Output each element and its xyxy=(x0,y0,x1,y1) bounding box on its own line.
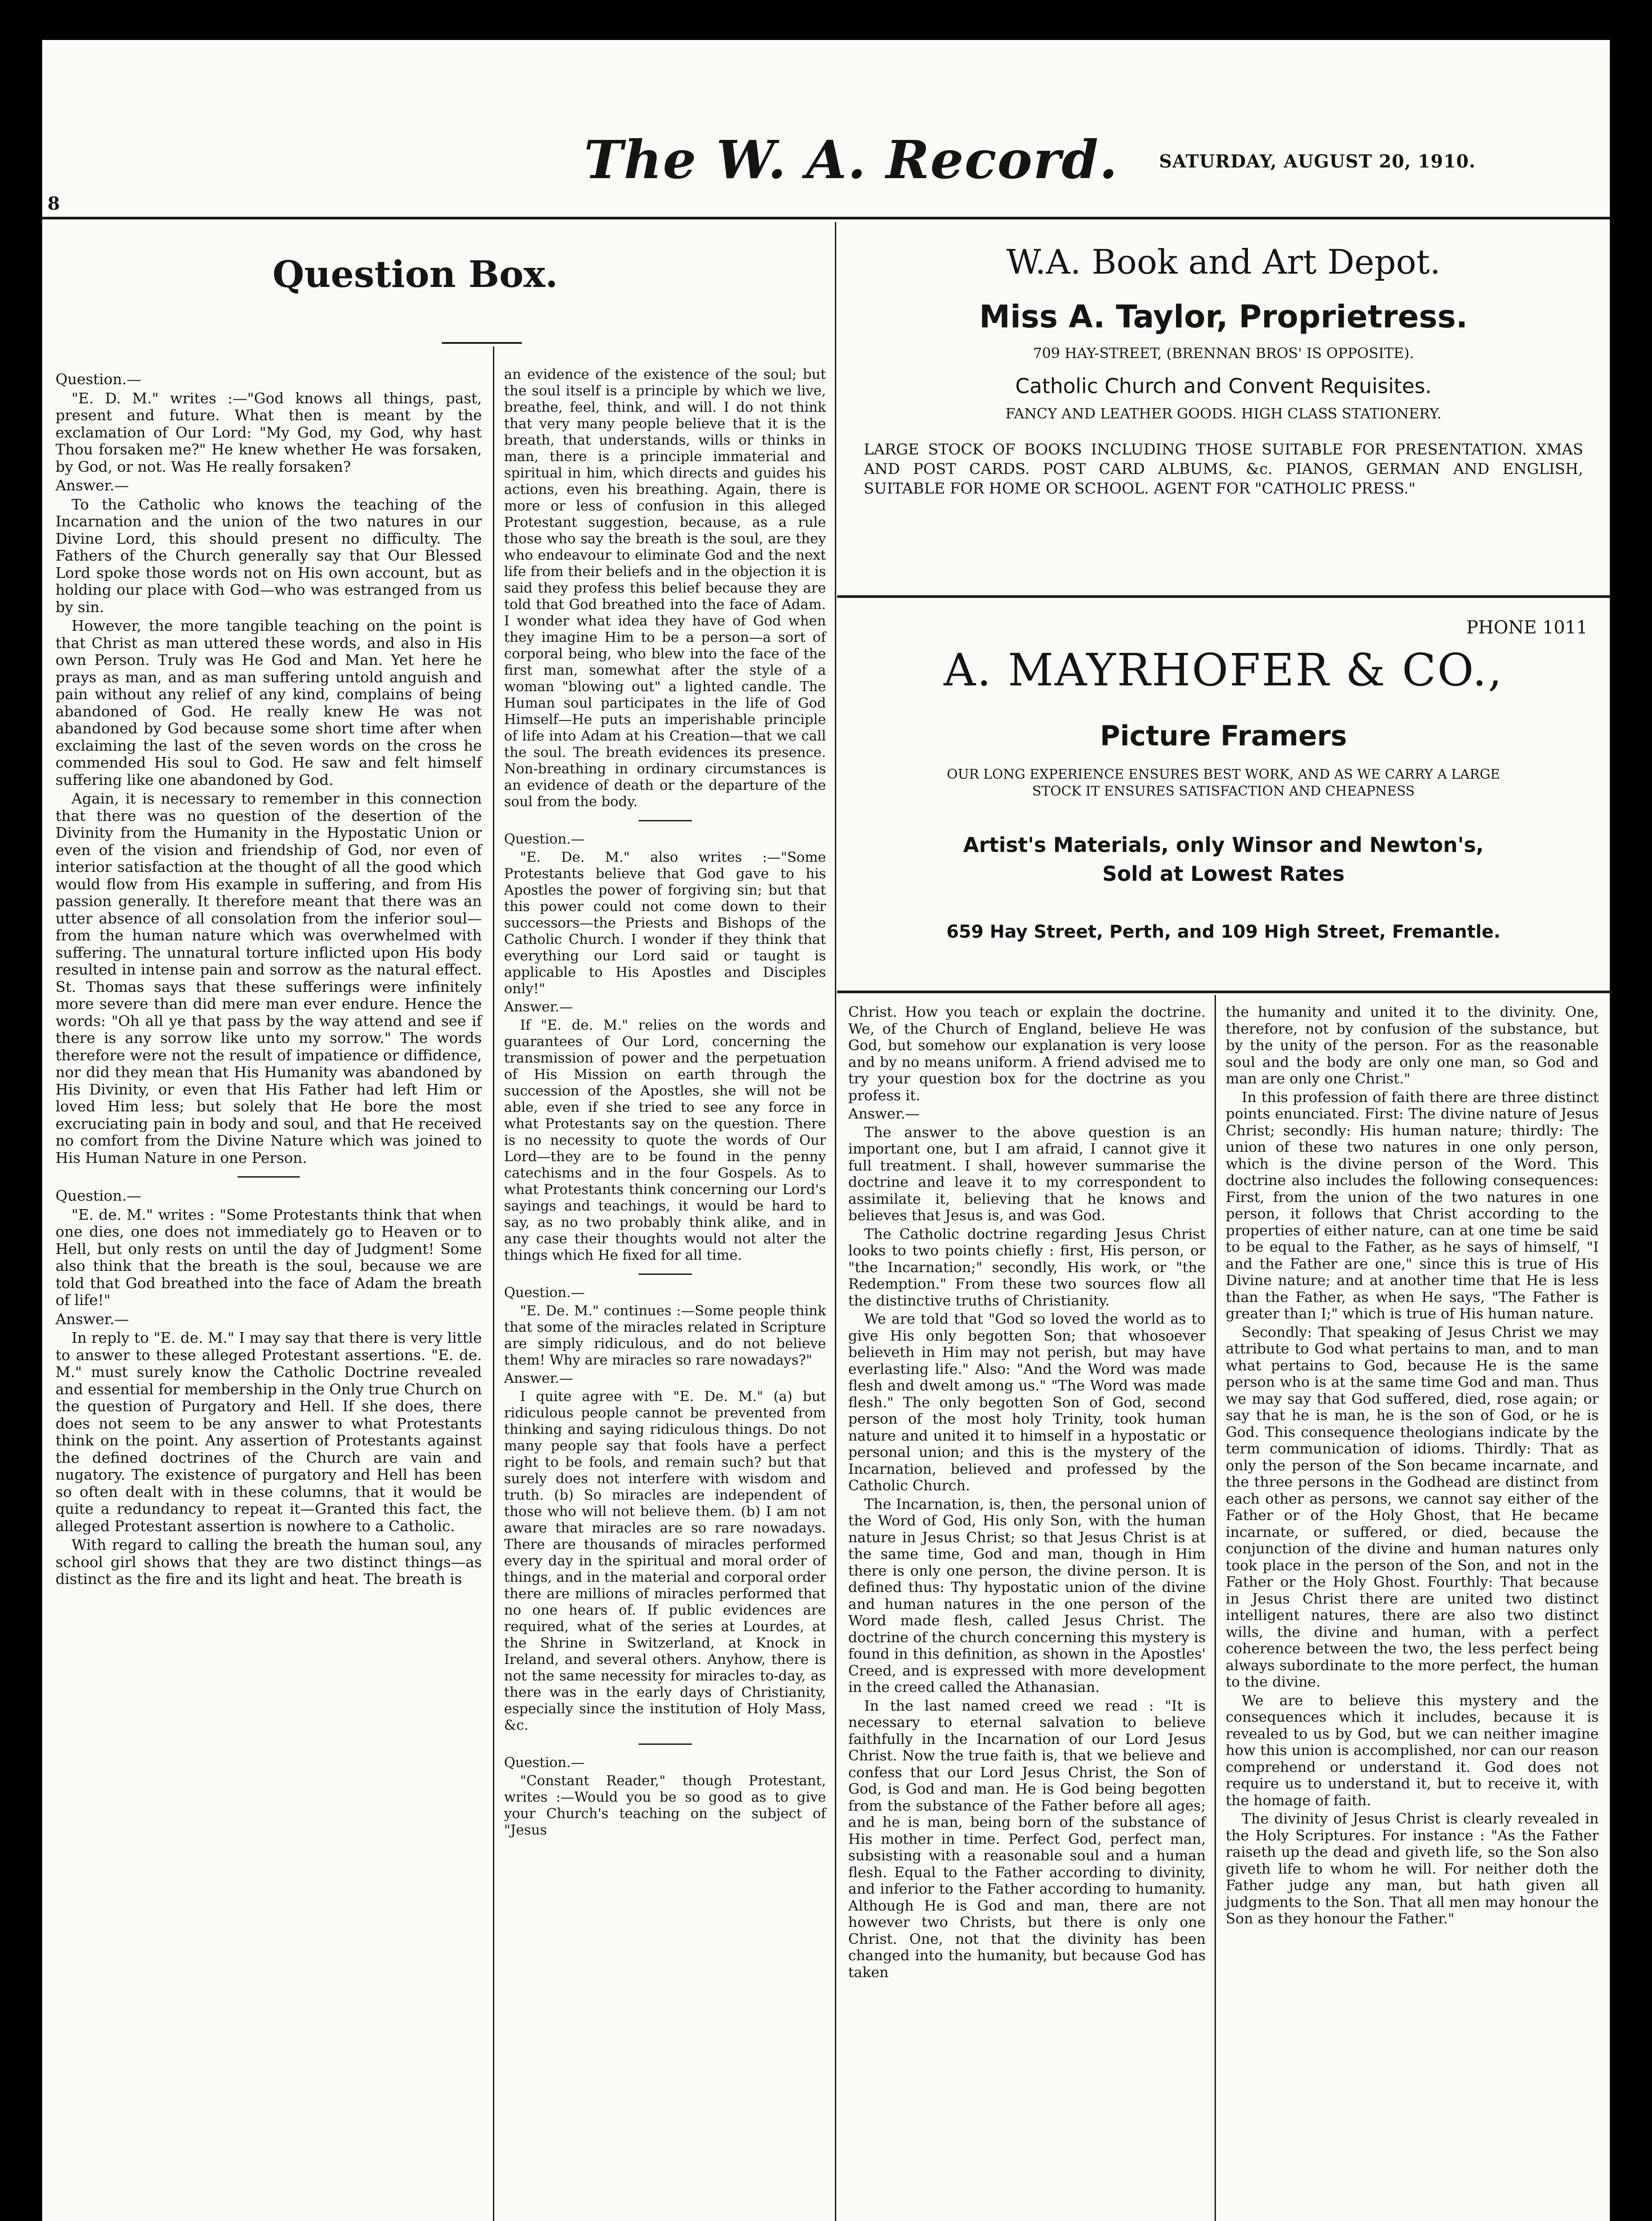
answer-text: In this profession of faith there are three distinct points enunciated. First: The divine nature of Jesus Christ; secondly: His human nature; thirdly: The union of these two natures in one only person, which is the divine person of the Word. This doctrine also includes the following consequences: First, from the union of the two natures in one person, it follows that Christ according to the properties of either nature, can at one time be said to be equal to the Father, as he says of himself, "I and the Father are one," since this is true of His Divine nature; and at another time that He is less than the Father, as when He says, "The Father is greater than I;" which is true of His human nature. xyxy=(1226,1088,1599,1322)
ad-proprietress: Miss A. Taylor, Proprietress. xyxy=(979,299,1468,335)
answer-text: We are to believe this mystery and the consequences which it includes, because it is revealed to us by God, but we can neither imagine how this union is accomplished, nor can our reason comprehend or understand it. God does not require us to understand it, but to receive it, with the homage of faith. xyxy=(1226,1692,1599,1809)
heading-dash xyxy=(442,342,522,344)
question-text: "Constant Reader," though Protestant, writes :—Would you be so good as to give your Church's teaching on the subject of "Jesus xyxy=(504,1773,826,1838)
question-text: "E. D. M." writes :—"God knows all things, past, present and future. What then is meant by the exclamation of Our Lord: "My God, my God, why hast Thou forsaken me?" He knew whether He was forsaken, by God, or not. Was He really forsaken? xyxy=(56,389,482,475)
masthead-date: SATURDAY, AUGUST 20, 1910. xyxy=(1159,151,1476,172)
answer-text: With regard to calling the breath the human soul, any school girl shows that they are two distinct things—as distinct as the fire and its light and heat. The breath is xyxy=(56,1536,482,1588)
column-4 xyxy=(1226,1004,1599,2221)
ad-materials-1: Artist's Materials, only Winsor and Newton's, xyxy=(963,833,1484,857)
answer-text: However, the more tangible teaching on the point is that Christ as man uttered these words, and also in His own Person. Truly was He God and Man. Yet here he prays as man, and as man suffering untold anguish and pain without any relief of any kind, complains of being abandoned of God. He really knew He was not abandoned by God because some short time after when exclaiming the last of the seven words on the cross he commended His soul to God. He saw and felt himself suffering like one abandoned by God. xyxy=(56,617,482,788)
answer-text: Secondly: That speaking of Jesus Christ we may attribute to God what pertains to man, and to man what pertains to God, because He is the same person who is at the same time God and man. Thus we may say that God suffered, died, rose again; or say that he is man, he is the son of God, or he is God. This consequence theologians indicate by the term communication of idioms. Thirdly: That as only the person of the Son became incarnate, and the three persons in the Godhead are distinct from each other as persons, we cannot say either of the Father or of the Holy Ghost, that He became incarnate, or suffered, or died, because the conjunction of the divine and human natures only took place in the person of the Son, and not in the Father or the Holy Ghost. Fourthly: That because in Jesus Christ there are united two distinct intelligent natures, there are also two distinct wills, the divine and human, with a perfect coherence between the two, the less perfect being always subordinate to the more perfect, the human to the divine. xyxy=(1226,1323,1599,1690)
ad-book-depot xyxy=(846,227,1601,591)
column-divider xyxy=(835,222,836,2221)
answer-text: In the last named creed we read : "It is necessary to eternal salvation to believe faithfully in the Incarnation of our Lord Jesus Christ. Now the true faith is, that we believe and confess that our Lord Jesus Christ, the Son of God, is God and man. He is God being begotten from the substance of the Father before all ages; and he is man, being born of the substance of His mother in time. Perfect God, perfect man, subsisting with a reasonable soul and a human flesh. Equal to the Father according to divinity, and inferior to the Father according to humanity. Although He is God and man, there are not however two Christs, but there is only one Christ. One, not that the divinity has been changed into the humanity, but because God has taken xyxy=(848,1697,1206,1981)
answer-label: Answer.— xyxy=(56,477,129,494)
ad-stock: LARGE STOCK OF BOOKS INCLUDING THOSE SUITABLE FOR PRESENTATION. XMAS AND POST CARDS. POST CARD ALBUMS, &c. PIANOS, GERMAN AND ENGLISH, SUITABLE FOR HOME OR SCHOOL. AGENT FOR "CATHOLIC PRESS." xyxy=(864,441,1583,498)
ad-tagline: OUR LONG EXPERIENCE ENSURES BEST WORK, AND AS WE CARRY A LARGE STOCK IT ENSURES SATISFACTION AND CHEAPNESS xyxy=(947,767,1500,799)
answer-text: If "E. de. M." relies on the words and guarantees of Our Lord, concerning the transmission of power and the perpetuation of His Mission on earth through the succession of the Apostles, she will not be able, even if she tried to see any force in what Protestants say on the question. There is no necessity to quote the words of Our Lord—they are to be found in the penny catechisms and in the four Gospels. As to what Protestants think concerning our Lord's sayings and teachings, it would be hard to say, as no two probably think alike, and in any case their thoughts would not alter the things which He fixed for all time. xyxy=(504,1017,826,1263)
column-3 xyxy=(848,1004,1206,2221)
column-1 xyxy=(56,366,482,2221)
column-divider xyxy=(493,346,494,2221)
question-label: Question.— xyxy=(56,1187,142,1204)
answer-text: To the Catholic who knows the teaching of the Incarnation and the union of the two natures in our Divine Lord, this should present no difficulty. The Fathers of the Church generally say that Our Blessed Lord spoke those words not on His own account, but as holding our place with God—who was estranged from us by sin. xyxy=(56,495,482,616)
answer-label: Answer.— xyxy=(504,1370,573,1386)
question-text: "E. de. M." writes : "Some Protestants think that when one dies, one does not immediately go to Heaven or to Hell, but only rests on until the day of Judgment! Some also think that the breath is the soul, because we are told that God breathed into the face of Adam the breath of life!" xyxy=(56,1206,482,1309)
column-divider xyxy=(1215,995,1216,2221)
masthead-title: The W. A. Record. xyxy=(584,129,1119,191)
section-dash xyxy=(639,1743,692,1745)
answer-text: The answer to the above question is an important one, but I am afraid, I cannot give it full treatment. I shall, however summarise the doctrine and leave it to my correspondent to assimilate it, believing that he knows and believes that Jesus is, and was God. xyxy=(848,1123,1206,1224)
answer-text: The Catholic doctrine regarding Jesus Christ looks to two points chiefly : first, His person, or "the Incarnation;" secondly, His work, or "the Redemption." From these two sources flow all the distinctive truths of Christianity. xyxy=(848,1225,1206,1309)
ad-line2: FANCY AND LEATHER GOODS. HIGH CLASS STATIONERY. xyxy=(1005,405,1442,422)
section-dash xyxy=(639,1274,692,1275)
ad-company-name: A. MAYRHOFER & CO., xyxy=(943,644,1504,696)
ad-materials-2: Sold at Lowest Rates xyxy=(1102,862,1345,886)
answer-label: Answer.— xyxy=(504,999,573,1015)
answer-text: the humanity and united it to the divinity. One, therefore, not by confusion of the substance, but by the unity of the person. For as the reasonable soul and the body are only one man, so God and man are only one Christ." xyxy=(1226,1003,1599,1087)
answer-text: We are told that "God so loved the world as to give His only begotten Son; that whosoever believeth in Him may not perish, but may have everlasting life." Also: "And the Word was made flesh and dwelt among us." "The Word was made flesh." The only begotten Son of God, second person of the most holy Trinity, took human nature and united it to himself in a hypostatic or personal union; and this is the mystery of the Incarnation, believed and professed by the Catholic Church. xyxy=(848,1310,1206,1494)
ad-line1: Catholic Church and Convent Requisites. xyxy=(1015,374,1432,398)
section-dash xyxy=(639,820,692,821)
ad-phone: PHONE 1011 xyxy=(1466,617,1588,638)
answer-text: The divinity of Jesus Christ is clearly revealed in the Holy Scriptures. For instance : "As the Father raiseth up the dead and giveth life, so the Son also giveth life to whom he will. For neither doth the Father judge any man, but hath given all judgments to the Son. That all men may honour the Son as they honour the Father." xyxy=(1226,1810,1599,1927)
answer-text: an evidence of the existence of the soul; but the soul itself is a principle by which we live, breathe, feel, think, and will. I do not think that very many people believe that it is the breath, that understands, wills or thinks in man, there is a principle immaterial and spiritual in him, which directs and guides his actions, even his breathing. Again, there is more or less of confusion in this alleged Protestant suggestion, because, as a rule those who say the breath is the soul, are they who endeavour to eliminate God and the next life from their beliefs and in the objection it is said they profess this belief because they are told that God breathed into the face of Adam. I wonder what idea they have of God when they imagine Him to be a person—a sort of corporal being, who blew into the face of the first man, somewhat after the style of a woman "blowing out" a lighted candle. The Human soul participates in the life of God Himself—He puts an imperishable principle of life into Adam at his Creation—that we call the soul. The breath evidences its presence. Non-breathing in ordinary circumstances is an evidence of death or the departure of the soul from the body. xyxy=(504,366,826,810)
ad-trade: Picture Framers xyxy=(1100,720,1347,752)
question-text: Christ. How you teach or explain the doctrine. We, of the Church of England, believe He was God, but somehow our explanation is very loose and by no means uniform. A friend advised me to try your question box for the doctrine as you profess it. xyxy=(848,1003,1206,1104)
ad-divider xyxy=(837,595,1610,598)
question-label: Question.— xyxy=(504,1755,585,1771)
page-number: 8 xyxy=(48,193,60,214)
question-label: Question.— xyxy=(56,370,142,388)
question-label: Question.— xyxy=(504,1285,585,1301)
ad-address: 709 HAY-STREET, (BRENNAN BROS' IS OPPOSITE). xyxy=(1032,345,1414,362)
masthead-rule xyxy=(42,217,1610,219)
answer-label: Answer.— xyxy=(848,1105,920,1122)
ad-address: 659 Hay Street, Perth, and 109 High Street, Fremantle. xyxy=(946,922,1501,942)
ad-mayrhofer xyxy=(846,600,1601,982)
newspaper-page xyxy=(42,40,1610,2221)
ad-divider xyxy=(837,991,1610,993)
section-dash xyxy=(238,1176,300,1178)
question-box-heading: Question Box. xyxy=(272,253,558,296)
question-text: "E. De. M." also writes :—"Some Protestants believe that God gave to his Apostles the power of forgiving sin; but that this power could not come down to their successors—the Priests and Bishops of the Catholic Church. I wonder if they think that everything our Lord said or taught is applicable to His Apostles and Disciples only!" xyxy=(504,849,826,997)
answer-label: Answer.— xyxy=(56,1310,129,1328)
answer-text: The Incarnation, is, then, the personal union of the Word of God, His only Son, with the human nature in Jesus Christ; so that Jesus Christ is at the same time, God and man, though in Him there is only one person, the divine person. It is defined thus: Thy hypostatic union of the divine and human natures in the one person of the Word made flesh, called Jesus Christ. The doctrine of the church concerning this mystery is found in this definition, as shown in the Apostles' Creed, and is expressed with more development in the creed called the Athanasian. xyxy=(848,1495,1206,1696)
ad-title: W.A. Book and Art Depot. xyxy=(1006,242,1441,282)
column-2 xyxy=(504,366,826,2221)
answer-text: Again, it is necessary to remember in this connection that there was no question of the desertion of the Divinity from the Humanity in the Hypostatic Union or even of the vision and friendship of God, nor even of interior satisfaction at the thought of all the good which would flow from His example in suffering, and from His passion generally. It therefore meant that there was an utter absence of all consolation from the inferior soul—from the human nature which was overwhelmed with suffering. The unnatural torture inflicted upon His body resulted in intense pain and sorrow as the natural effect. St. Thomas says that these sufferings were infinitely more severe than did mere man ever endure. Hence the words: "Oh all ye that pass by the way attend and see if there is any sorrow like unto my sorrow." The words therefore were not the result of impatience or diffidence, nor did they mean that His Humanity was abandoned by His Divinity, or even that His Father had left Him or loved Him less; but solely that He bore the most excruciating pain in body and soul, and that He received no comfort from the Divine Nature which was joined to His Human Nature in one Person. xyxy=(56,790,482,1166)
question-label: Question.— xyxy=(504,831,585,847)
answer-text: I quite agree with "E. De. M." (a) but ridiculous people cannot be prevented from thinking and saying ridiculous things. Do not many people say that fools have a perfect right to be fools, and remain such? but that surely does not interfere with wisdom and truth. (b) So miracles are independent of those who will not believe them. (b) I am not aware that miracles are so rare nowadays. There are thousands of miracles performed every day in the spiritual and moral order of things, and in the material and corporal order there are millions of miracles performed that no one hears of. If public evidences are required, what of the series at Lourdes, at the Shrine in Switzerland, at Knock in Ireland, and several others. Anyhow, there is not the same necessity for miracles to-day, as there was in the early days of Christianity, especially since the institution of Holy Mass, &c. xyxy=(504,1389,826,1733)
answer-text: In reply to "E. de. M." I may say that there is very little to answer to these alleged Protestant assertions. "E. de. M." must surely know the Catholic Doctrine revealed and essential for membership in the Only true Church on the question of Purgatory and Hell. If she does, there does not seem to be any answer to what Protestants think on the point. Any assertion of Protestants against the defined doctrines of the Church are vain and nugatory. The existence of purgatory and Hell has been so often dealt with in these columns, that it would be quite a redundancy to repeat it—Granted this fact, the alleged Protestant assertion is nowhere to a Catholic. xyxy=(56,1329,482,1535)
question-text: "E. De. M." continues :—Some people think that some of the miracles related in Scripture are simply ridiculous, and do not believe them! Why are miracles so rare nowadays?" xyxy=(504,1303,826,1368)
